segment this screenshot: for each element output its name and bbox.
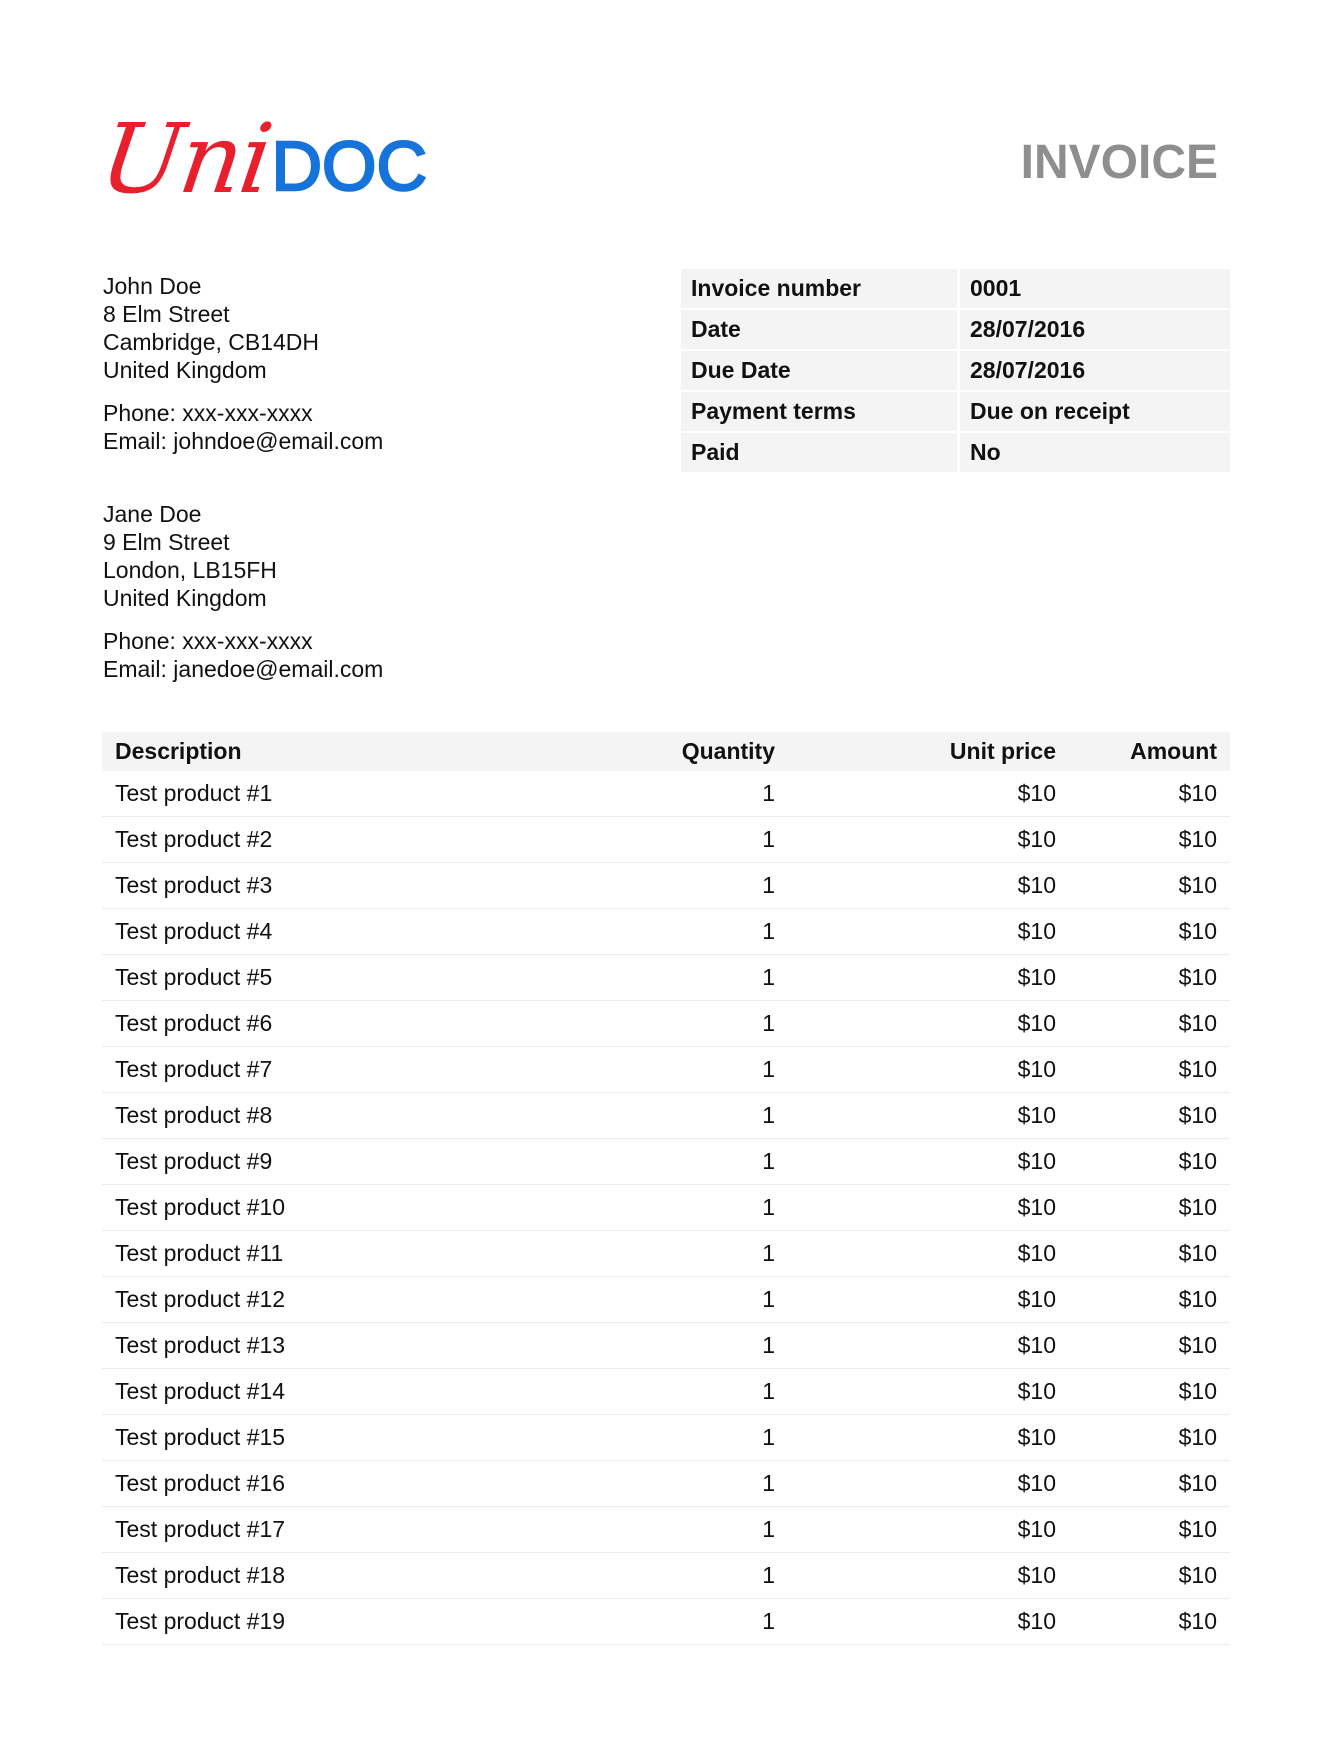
item-description: Test product #1 bbox=[102, 771, 508, 817]
column-header-quantity: Quantity bbox=[508, 732, 788, 771]
item-description: Test product #7 bbox=[102, 1047, 508, 1093]
table-row bbox=[102, 1461, 1230, 1507]
item-unit-price: $10 bbox=[788, 1047, 1069, 1093]
sender-street: 8 Elm Street bbox=[103, 301, 230, 327]
item-description: Test product #3 bbox=[102, 863, 508, 909]
item-unit-price: $10 bbox=[788, 817, 1069, 863]
item-quantity: 1 bbox=[508, 1231, 788, 1277]
item-description: Test product #14 bbox=[102, 1369, 508, 1415]
item-amount: $10 bbox=[1069, 1323, 1230, 1369]
table-row bbox=[102, 955, 1230, 1001]
column-header-description: Description bbox=[102, 732, 508, 771]
item-amount: $10 bbox=[1069, 955, 1230, 1001]
table-row bbox=[102, 1231, 1230, 1277]
info-value: 28/07/2016 bbox=[960, 310, 1230, 349]
info-row-date bbox=[681, 310, 1230, 349]
table-row bbox=[102, 1599, 1230, 1645]
item-quantity: 1 bbox=[508, 1139, 788, 1185]
recipient-phone: Phone: xxx-xxx-xxxx bbox=[103, 628, 313, 654]
item-amount: $10 bbox=[1069, 1231, 1230, 1277]
item-amount: $10 bbox=[1069, 817, 1230, 863]
item-unit-price: $10 bbox=[788, 1139, 1069, 1185]
item-description: Test product #12 bbox=[102, 1277, 508, 1323]
item-description: Test product #19 bbox=[102, 1599, 508, 1645]
table-row bbox=[102, 1323, 1230, 1369]
item-description: Test product #17 bbox=[102, 1507, 508, 1553]
company-logo bbox=[94, 103, 427, 215]
item-description: Test product #16 bbox=[102, 1461, 508, 1507]
item-quantity: 1 bbox=[508, 1599, 788, 1645]
item-description: Test product #11 bbox=[102, 1231, 508, 1277]
table-row bbox=[102, 1093, 1230, 1139]
item-amount: $10 bbox=[1069, 1277, 1230, 1323]
item-description: Test product #18 bbox=[102, 1553, 508, 1599]
item-amount: $10 bbox=[1069, 1553, 1230, 1599]
item-unit-price: $10 bbox=[788, 1323, 1069, 1369]
info-value: 28/07/2016 bbox=[960, 351, 1230, 390]
item-quantity: 1 bbox=[508, 1323, 788, 1369]
column-header-amount: Amount bbox=[1069, 732, 1230, 771]
item-unit-price: $10 bbox=[788, 1001, 1069, 1047]
table-row bbox=[102, 1415, 1230, 1461]
item-quantity: 1 bbox=[508, 1093, 788, 1139]
item-unit-price: $10 bbox=[788, 909, 1069, 955]
info-label: Payment terms bbox=[681, 392, 960, 431]
item-amount: $10 bbox=[1069, 1001, 1230, 1047]
item-amount: $10 bbox=[1069, 1139, 1230, 1185]
info-label: Due Date bbox=[681, 351, 960, 390]
item-amount: $10 bbox=[1069, 1093, 1230, 1139]
recipient-city: London, LB15FH bbox=[103, 557, 277, 583]
recipient-country: United Kingdom bbox=[103, 585, 267, 611]
info-row-payment-terms bbox=[681, 392, 1230, 431]
info-label: Paid bbox=[681, 433, 960, 472]
info-value: Due on receipt bbox=[960, 392, 1230, 431]
item-unit-price: $10 bbox=[788, 1231, 1069, 1277]
document-title: INVOICE bbox=[1020, 136, 1218, 189]
table-row bbox=[102, 817, 1230, 863]
item-unit-price: $10 bbox=[788, 955, 1069, 1001]
item-unit-price: $10 bbox=[788, 1553, 1069, 1599]
item-quantity: 1 bbox=[508, 1369, 788, 1415]
item-unit-price: $10 bbox=[788, 771, 1069, 817]
item-description: Test product #2 bbox=[102, 817, 508, 863]
item-quantity: 1 bbox=[508, 1415, 788, 1461]
item-amount: $10 bbox=[1069, 1507, 1230, 1553]
recipient-name: Jane Doe bbox=[103, 501, 202, 527]
item-unit-price: $10 bbox=[788, 1599, 1069, 1645]
item-quantity: 1 bbox=[508, 1185, 788, 1231]
item-quantity: 1 bbox=[508, 817, 788, 863]
item-amount: $10 bbox=[1069, 1047, 1230, 1093]
item-unit-price: $10 bbox=[788, 1369, 1069, 1415]
item-unit-price: $10 bbox=[788, 1507, 1069, 1553]
item-description: Test product #9 bbox=[102, 1139, 508, 1185]
sender-address bbox=[103, 272, 383, 455]
table-row bbox=[102, 863, 1230, 909]
item-quantity: 1 bbox=[508, 1277, 788, 1323]
item-amount: $10 bbox=[1069, 1369, 1230, 1415]
table-row bbox=[102, 909, 1230, 955]
item-quantity: 1 bbox=[508, 863, 788, 909]
line-items-body bbox=[102, 771, 1230, 1645]
item-quantity: 1 bbox=[508, 1553, 788, 1599]
info-row-invoice-number bbox=[681, 269, 1230, 308]
table-header-row bbox=[102, 732, 1230, 771]
info-value: 0001 bbox=[960, 269, 1230, 308]
item-quantity: 1 bbox=[508, 1047, 788, 1093]
item-description: Test product #8 bbox=[102, 1093, 508, 1139]
item-description: Test product #13 bbox=[102, 1323, 508, 1369]
sender-name: John Doe bbox=[103, 273, 202, 299]
item-amount: $10 bbox=[1069, 1415, 1230, 1461]
item-unit-price: $10 bbox=[788, 1461, 1069, 1507]
table-row bbox=[102, 771, 1230, 817]
item-quantity: 1 bbox=[508, 1001, 788, 1047]
sender-city: Cambridge, CB14DH bbox=[103, 329, 320, 355]
item-description: Test product #5 bbox=[102, 955, 508, 1001]
table-row bbox=[102, 1553, 1230, 1599]
info-row-paid bbox=[681, 433, 1230, 472]
item-description: Test product #15 bbox=[102, 1415, 508, 1461]
item-amount: $10 bbox=[1069, 909, 1230, 955]
info-label: Invoice number bbox=[681, 269, 960, 308]
table-row bbox=[102, 1277, 1230, 1323]
recipient-address bbox=[103, 500, 383, 683]
item-description: Test product #6 bbox=[102, 1001, 508, 1047]
column-header-unit-price: Unit price bbox=[788, 732, 1069, 771]
logo-doc-text: DOC bbox=[271, 127, 427, 205]
table-row bbox=[102, 1507, 1230, 1553]
recipient-street: 9 Elm Street bbox=[103, 529, 230, 555]
item-amount: $10 bbox=[1069, 863, 1230, 909]
recipient-email: Email: janedoe@email.com bbox=[103, 656, 384, 682]
sender-country: United Kingdom bbox=[103, 357, 267, 383]
logo-uni-text: Uni bbox=[94, 103, 278, 215]
item-amount: $10 bbox=[1069, 771, 1230, 817]
sender-phone: Phone: xxx-xxx-xxxx bbox=[103, 400, 313, 426]
item-description: Test product #4 bbox=[102, 909, 508, 955]
sender-email: Email: johndoe@email.com bbox=[103, 428, 384, 454]
item-amount: $10 bbox=[1069, 1185, 1230, 1231]
table-row bbox=[102, 1047, 1230, 1093]
item-unit-price: $10 bbox=[788, 863, 1069, 909]
item-quantity: 1 bbox=[508, 771, 788, 817]
item-amount: $10 bbox=[1069, 1599, 1230, 1645]
info-label: Date bbox=[681, 310, 960, 349]
line-items-table bbox=[102, 732, 1230, 1645]
item-description: Test product #10 bbox=[102, 1185, 508, 1231]
table-row bbox=[102, 1369, 1230, 1415]
table-row bbox=[102, 1185, 1230, 1231]
info-row-due-date bbox=[681, 351, 1230, 390]
info-value: No bbox=[960, 433, 1230, 472]
table-row bbox=[102, 1139, 1230, 1185]
invoice-info-table bbox=[681, 267, 1230, 474]
item-quantity: 1 bbox=[508, 1461, 788, 1507]
item-unit-price: $10 bbox=[788, 1415, 1069, 1461]
item-unit-price: $10 bbox=[788, 1093, 1069, 1139]
item-quantity: 1 bbox=[508, 1507, 788, 1553]
item-unit-price: $10 bbox=[788, 1277, 1069, 1323]
item-quantity: 1 bbox=[508, 955, 788, 1001]
item-unit-price: $10 bbox=[788, 1185, 1069, 1231]
table-row bbox=[102, 1001, 1230, 1047]
item-amount: $10 bbox=[1069, 1461, 1230, 1507]
item-quantity: 1 bbox=[508, 909, 788, 955]
